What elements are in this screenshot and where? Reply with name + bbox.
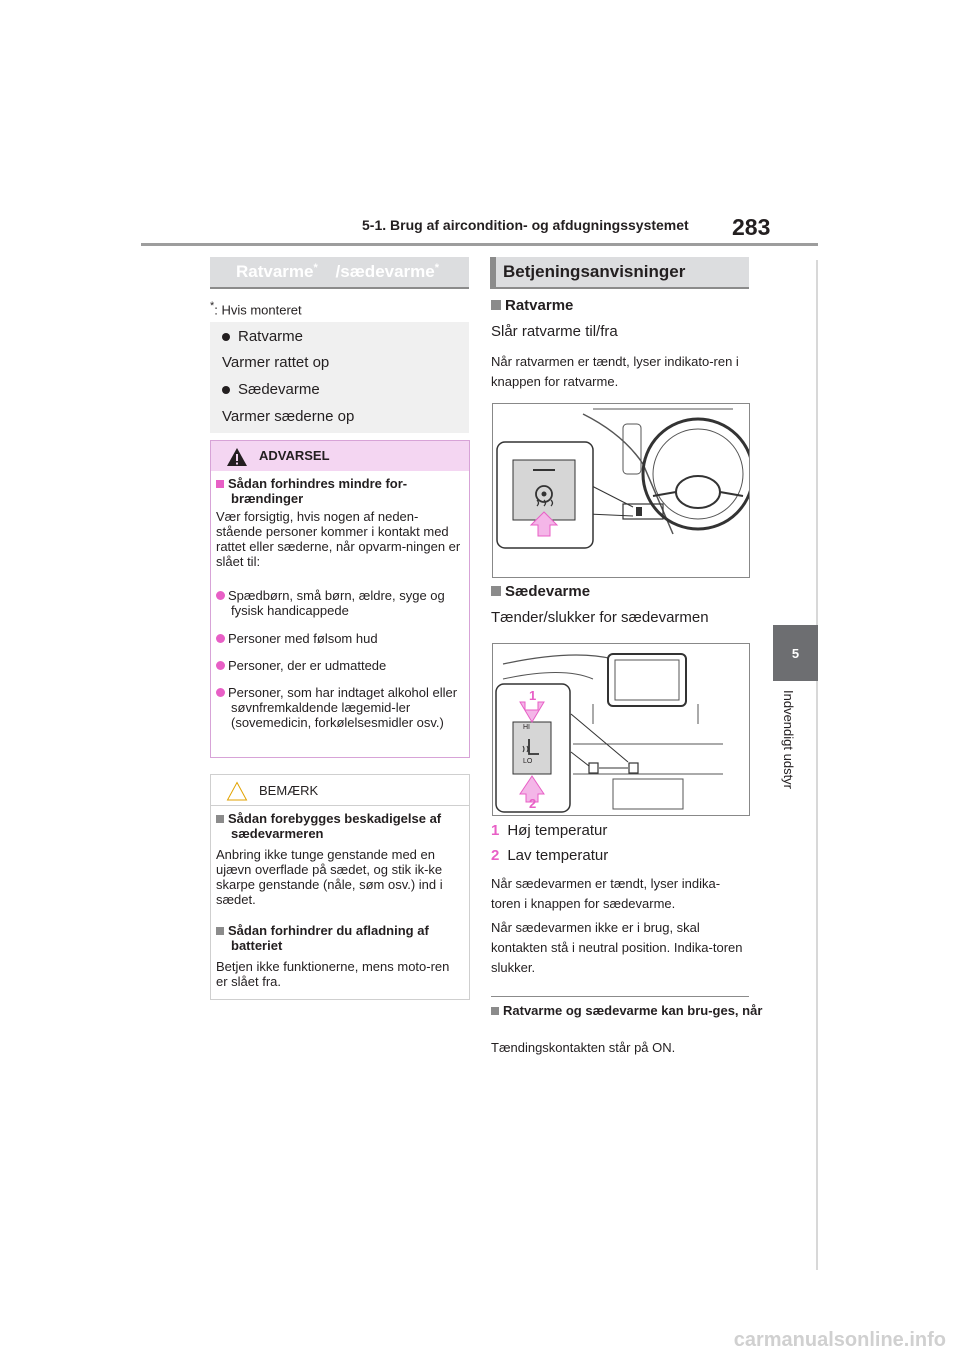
item-desc: Varmer sæderne op xyxy=(222,408,355,425)
item-desc: Varmer rattet op xyxy=(222,354,330,371)
warning-bullet xyxy=(216,658,479,673)
instruction-desc: Når ratvarmen er tændt, lyser indikato-ren i knappen for ratvarme. xyxy=(491,354,739,389)
label-number: 2 xyxy=(491,847,500,864)
info-text: Tændingskontakten står på ON. xyxy=(491,1040,676,1055)
square-bullet-icon xyxy=(216,815,224,823)
heading-part2: /sædevarme xyxy=(335,262,435,282)
lo-label: LO xyxy=(523,758,533,765)
label-number: 1 xyxy=(491,822,500,839)
heading-text: Betjeningsanvisninger xyxy=(503,262,686,281)
warning-subheading-text: Sådan forhindres mindre for-brændinger xyxy=(228,476,408,506)
warning-header xyxy=(211,441,469,471)
section-heading-left xyxy=(210,257,469,289)
chapter-tab[interactable]: 5 xyxy=(773,625,818,681)
dot-bullet-icon xyxy=(216,661,225,670)
subsection-title xyxy=(491,297,573,314)
chapter-tab-label: Indvendigt udstyr xyxy=(781,690,796,790)
steering-heater-illustration xyxy=(492,403,750,578)
warning-bullet xyxy=(216,631,479,646)
info-subheading-text: Ratvarme og sædevarme kan bru-ges, når xyxy=(503,1003,763,1018)
note-subheading-text: Sådan forebygges beskadigelse af sædevarmeren xyxy=(228,811,442,841)
instruction-desc: Når sædevarmen er tændt, lyser indika-toren i knappen for sædevarme. xyxy=(491,876,721,911)
heading-bar xyxy=(490,257,496,288)
note-subheading-text: Sådan forhindrer du afladning af batteriet xyxy=(228,923,429,953)
caution-outline-icon xyxy=(226,781,248,801)
hi-label: HI xyxy=(523,724,530,731)
label-text: Høj temperatur xyxy=(507,822,608,839)
subsection-title-text: Sædevarme xyxy=(505,583,591,600)
side-divider xyxy=(816,260,818,1270)
warning-bullet xyxy=(216,588,479,618)
heading-part1: Ratvarme xyxy=(236,262,314,282)
label-text: Lav temperatur xyxy=(507,847,609,864)
item-title: Ratvarme xyxy=(238,328,304,345)
square-bullet-icon xyxy=(491,300,501,310)
info-subheading xyxy=(491,1003,764,1018)
subsection-title xyxy=(491,583,590,600)
note-subheading xyxy=(216,923,479,953)
seat-heater-illustration xyxy=(492,643,750,816)
dot-bullet-icon xyxy=(216,688,225,697)
label-item xyxy=(491,822,607,839)
note-title: BEMÆRK xyxy=(259,783,319,798)
square-bullet-icon xyxy=(491,1007,499,1015)
heading-mark1: * xyxy=(313,261,318,274)
item-title: Sædevarme xyxy=(238,381,320,398)
warning-bullet-text: Personer, der er udmattede xyxy=(228,658,387,673)
warning-bullet xyxy=(216,685,479,730)
square-bullet-icon xyxy=(491,586,501,596)
warning-box xyxy=(210,440,470,758)
warning-icon xyxy=(226,447,248,467)
footnote xyxy=(210,300,302,317)
warning-subheading xyxy=(216,476,479,506)
warning-body: Vær forsigtig, hvis nogen af neden-stående personer kommer i kontakt med rattet eller sæderne, når opvarm-ningen er slået til: xyxy=(216,509,461,569)
bullet-icon xyxy=(222,386,230,394)
warning-bullet-text: Personer med følsom hud xyxy=(228,631,378,646)
chapter-title: 5-1. Brug af aircondition- og afdugningssystemet xyxy=(362,217,689,233)
note-header xyxy=(211,775,469,806)
dot-bullet-icon xyxy=(216,591,225,600)
page-number: 283 xyxy=(732,214,771,240)
note-box xyxy=(210,774,470,1000)
instruction-line: Tænder/slukker for sædevarmen xyxy=(491,609,709,626)
callout-number-1: 1 xyxy=(529,688,537,703)
divider xyxy=(491,996,749,997)
list-item xyxy=(222,381,320,398)
square-bullet-icon xyxy=(216,480,224,488)
note-body: Anbring ikke tunge genstande med en ujævn overflade på sædet, og stik ik-ke skarpe genstande (nåle, søm osv.) ind i sædet. xyxy=(216,847,443,907)
callout-number-2: 2 xyxy=(529,796,537,811)
list-item xyxy=(222,328,303,345)
watermark: carmanualsonline.info xyxy=(733,1329,946,1351)
dot-bullet-icon xyxy=(216,634,225,643)
dashboard-drawing xyxy=(493,404,749,577)
footnote-text: : Hvis monteret xyxy=(214,302,302,318)
heading-mark2: * xyxy=(434,261,440,274)
square-bullet-icon xyxy=(216,927,224,935)
bullet-icon xyxy=(222,333,230,341)
footnote-mark: * xyxy=(210,300,215,312)
warning-bullet-text: Personer, som har indtaget alkohol eller søvnfremkaldende lægemid-ler (sovemedicin, forkølelsesmidler osv.) xyxy=(228,685,458,730)
label-item xyxy=(491,847,608,864)
note-subheading xyxy=(216,811,479,841)
instruction-line: Slår ratvarme til/fra xyxy=(491,323,618,340)
dashboard-drawing xyxy=(493,644,749,815)
feature-summary-box xyxy=(210,322,469,433)
warning-title: ADVARSEL xyxy=(259,448,330,463)
note-body: Betjen ikke funktionerne, mens moto-ren er slået fra. xyxy=(216,959,450,989)
header-rule xyxy=(141,243,818,246)
section-heading-right xyxy=(490,257,749,289)
subsection-title-text: Ratvarme xyxy=(505,297,574,314)
instruction-desc: Når sædevarmen ikke er i brug, skal kontakten stå i neutral position. Indika-toren slukker. xyxy=(491,920,743,975)
warning-bullet-text: Spædbørn, små børn, ældre, syge og fysisk handicappede xyxy=(228,588,445,618)
